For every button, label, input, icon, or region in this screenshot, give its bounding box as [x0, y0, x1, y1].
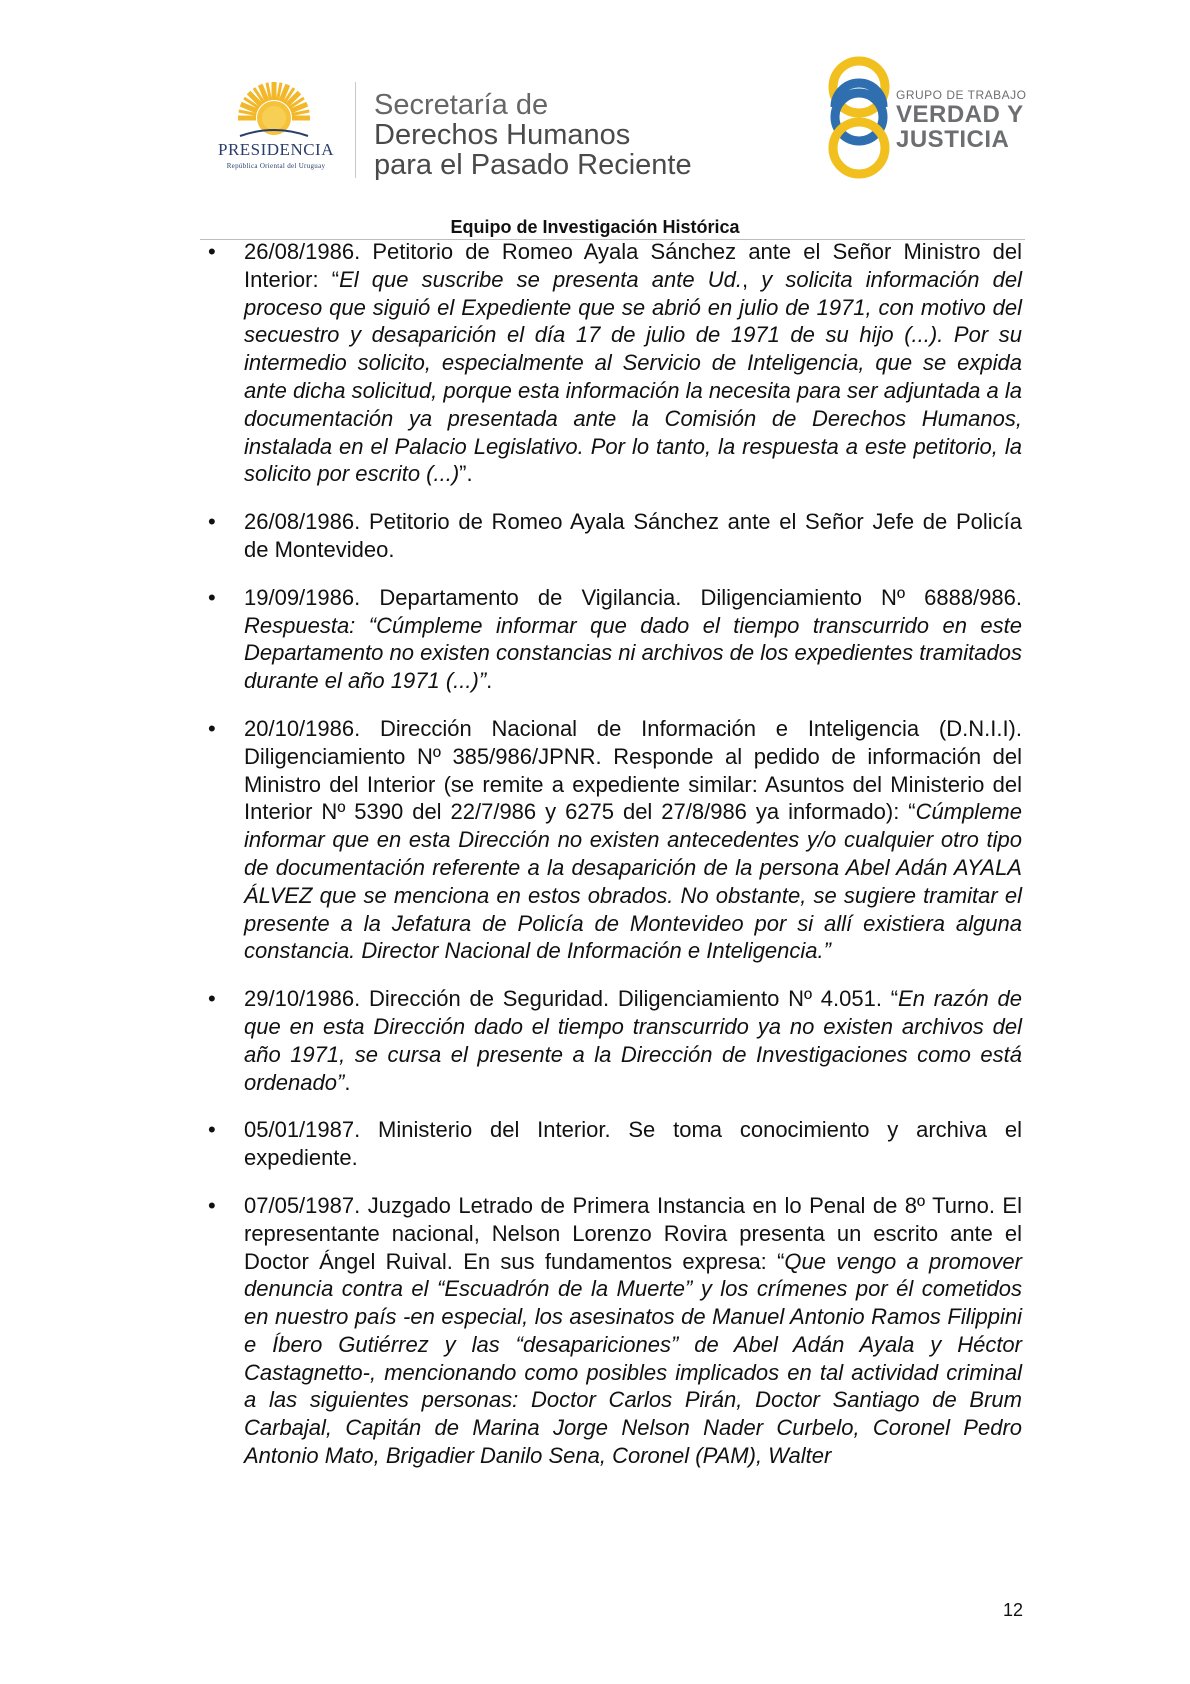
bullet-icon: • [208, 239, 216, 264]
bullet-icon: • [208, 584, 216, 610]
entry-text-fragment: 26/08/1986. Petitorio de Romeo Ayala Sánchez ante el Señor Jefe de Policía de Montevideo. [244, 509, 1022, 562]
logo-divider [355, 82, 356, 178]
bullet-icon: • [208, 1192, 216, 1218]
entry-text-fragment: . [344, 1069, 351, 1095]
entry-text-fragment: , [742, 266, 762, 292]
list-item [200, 584, 1022, 695]
bullet-icon: • [208, 509, 216, 535]
entry-text [244, 238, 1022, 488]
entry-quote-fragment: El que suscribe se presenta ante Ud. [339, 266, 742, 292]
bullet-icon: • [208, 715, 216, 741]
entry-text [244, 584, 1022, 695]
entry-text [244, 1116, 1022, 1172]
bullet-icon: • [208, 1117, 216, 1143]
list-item [200, 1192, 1022, 1470]
secretaria-title [374, 90, 692, 180]
entry-quote-fragment: Cúmpleme informar que en esta Dirección no existen antecedentes y/o cualquier otro tipo de documentación referente a la desaparición de la persona Abel Adán AYALA ÁLVEZ que se menciona en estos obrados. No obstante, se sugiere tramitar el presente a la Jefatura de Policía de Montevideo por si allí existiera alguna constancia. Director Nacional de Información e Inteligencia.” [244, 799, 1022, 964]
entry-text-fragment: 26/08/1986. Petitorio de Romeo Ayala Sánchez ante el Señor Ministro del Interior: “ [244, 239, 1022, 292]
entry-text-fragment: 19/09/1986. Departamento de Vigilancia. Diligenciamiento Nº 6888/986. [244, 584, 1022, 610]
grupo-trabajo-line-2: VERDAD Y [896, 101, 1024, 128]
entry-quote-fragment: y solicita información del proceso que siguió el Expediente que se abrió en julio de 1971, con motivo del secuestro y desaparición el día 17 de julio de 1971 de su hijo (...). Por su intermedio solicito, especialmente al Servicio de Inteligencia, que se expida ante dicha solicitud, porque esta información la necesita para ser adjuntada a la documentación ya presentada ante la Comisión de Derechos Humanos, instalada en el Palacio Legislativo. Por lo tanto, la respuesta a este petitorio, la solicito por escrito (...) [244, 266, 1023, 487]
entry-text-fragment: 07/05/1987. Juzgado Letrado de Primera Instancia en lo Penal de 8º Turno. El representante nacional, Nelson Lorenzo Rovira presenta un escrito ante el Doctor Ángel Ruival. En sus fundamentos expresa: “ [244, 1192, 1022, 1274]
entry-text-fragment: 20/10/1986. Dirección Nacional de Información e Inteligencia (D.N.I.I). Diligenciamiento Nº 385/986/JPNR. Responde al pedido de información del Ministro del Interior (se remite a expediente similar: Asuntos del Ministerio del Interior Nº 5390 del 22/7/986 y 6275 del 27/8/986 ya informado): “ [244, 715, 1022, 825]
secretaria-line-1: Secretaría de [374, 89, 549, 121]
list-item [200, 715, 1022, 965]
entry-text-fragment: 05/01/1987. Ministerio del Interior. Se toma conocimiento y archiva el expediente. [244, 1117, 1022, 1171]
list-item [200, 238, 1022, 488]
entry-text-fragment: . [486, 668, 493, 694]
entry-quote-fragment: Respuesta: “Cúmpleme informar que dado el tiempo transcurrido en este Departamento no existen constancias ni archivos de los expedientes tramitados durante el año 1971 (...)” [244, 612, 1022, 694]
team-title: Equipo de Investigación Histórica [450, 217, 740, 237]
entry-text [244, 715, 1022, 965]
grupo-trabajo-label [896, 88, 1026, 152]
entry-text-fragment: 29/10/1986. Dirección de Seguridad. Diligenciamiento Nº 4.051. “ [244, 986, 899, 1012]
list-item [200, 985, 1022, 1096]
entry-quote-fragment: En razón de que en esta Dirección dado el tiempo transcurrido ya no existen archivos del año 1971, se cursa el presente a la Dirección de Investigaciones como está ordenado” [244, 986, 1022, 1095]
presidencia-logo [196, 78, 356, 178]
grupo-trabajo-line-1: GRUPO DE TRABAJO [896, 88, 1027, 102]
bullet-icon: • [208, 986, 216, 1012]
presidencia-sublabel: República Oriental del Uruguay [226, 162, 326, 170]
secretaria-line-2: Derechos Humanos [374, 119, 631, 151]
document-body [200, 238, 1022, 1490]
uruguay-sun-logo-icon [224, 78, 324, 142]
secretaria-line-3: para el Pasado Reciente [374, 149, 692, 181]
list-item [200, 1116, 1022, 1172]
verdad-justicia-rings-icon [818, 55, 900, 180]
entry-text-fragment: ”. [459, 461, 473, 487]
page-header [0, 0, 1190, 235]
entry-text [244, 508, 1022, 564]
entry-text [244, 1192, 1022, 1470]
entry-quote-fragment: Que vengo a promover denuncia contra el “Escuadrón de la Muerte” y los crímenes por él cometidos en nuestro país -en especial, los asesinatos de Manuel Antonio Ramos Filippini e Íbero Gutiérrez y las “desapariciones” de Abel Adán Ayala y Héctor Castagnetto-, mencionando como posibles implicados en tal actividad criminal a las siguientes personas: Doctor Carlos Pirán, Doctor Santiago de Brum Carbajal, Capitán de Marina Jorge Nelson Nader Curbelo, Coronel Pedro Antonio Mato, Brigadier Danilo Sena, Coronel (PAM), Walter [244, 1248, 1022, 1469]
list-item [200, 508, 1022, 564]
grupo-trabajo-line-3: JUSTICIA [896, 126, 1010, 153]
entry-text [244, 985, 1022, 1096]
presidencia-label: PRESIDENCIA [217, 140, 334, 159]
page-number: 12 [1003, 1600, 1024, 1620]
